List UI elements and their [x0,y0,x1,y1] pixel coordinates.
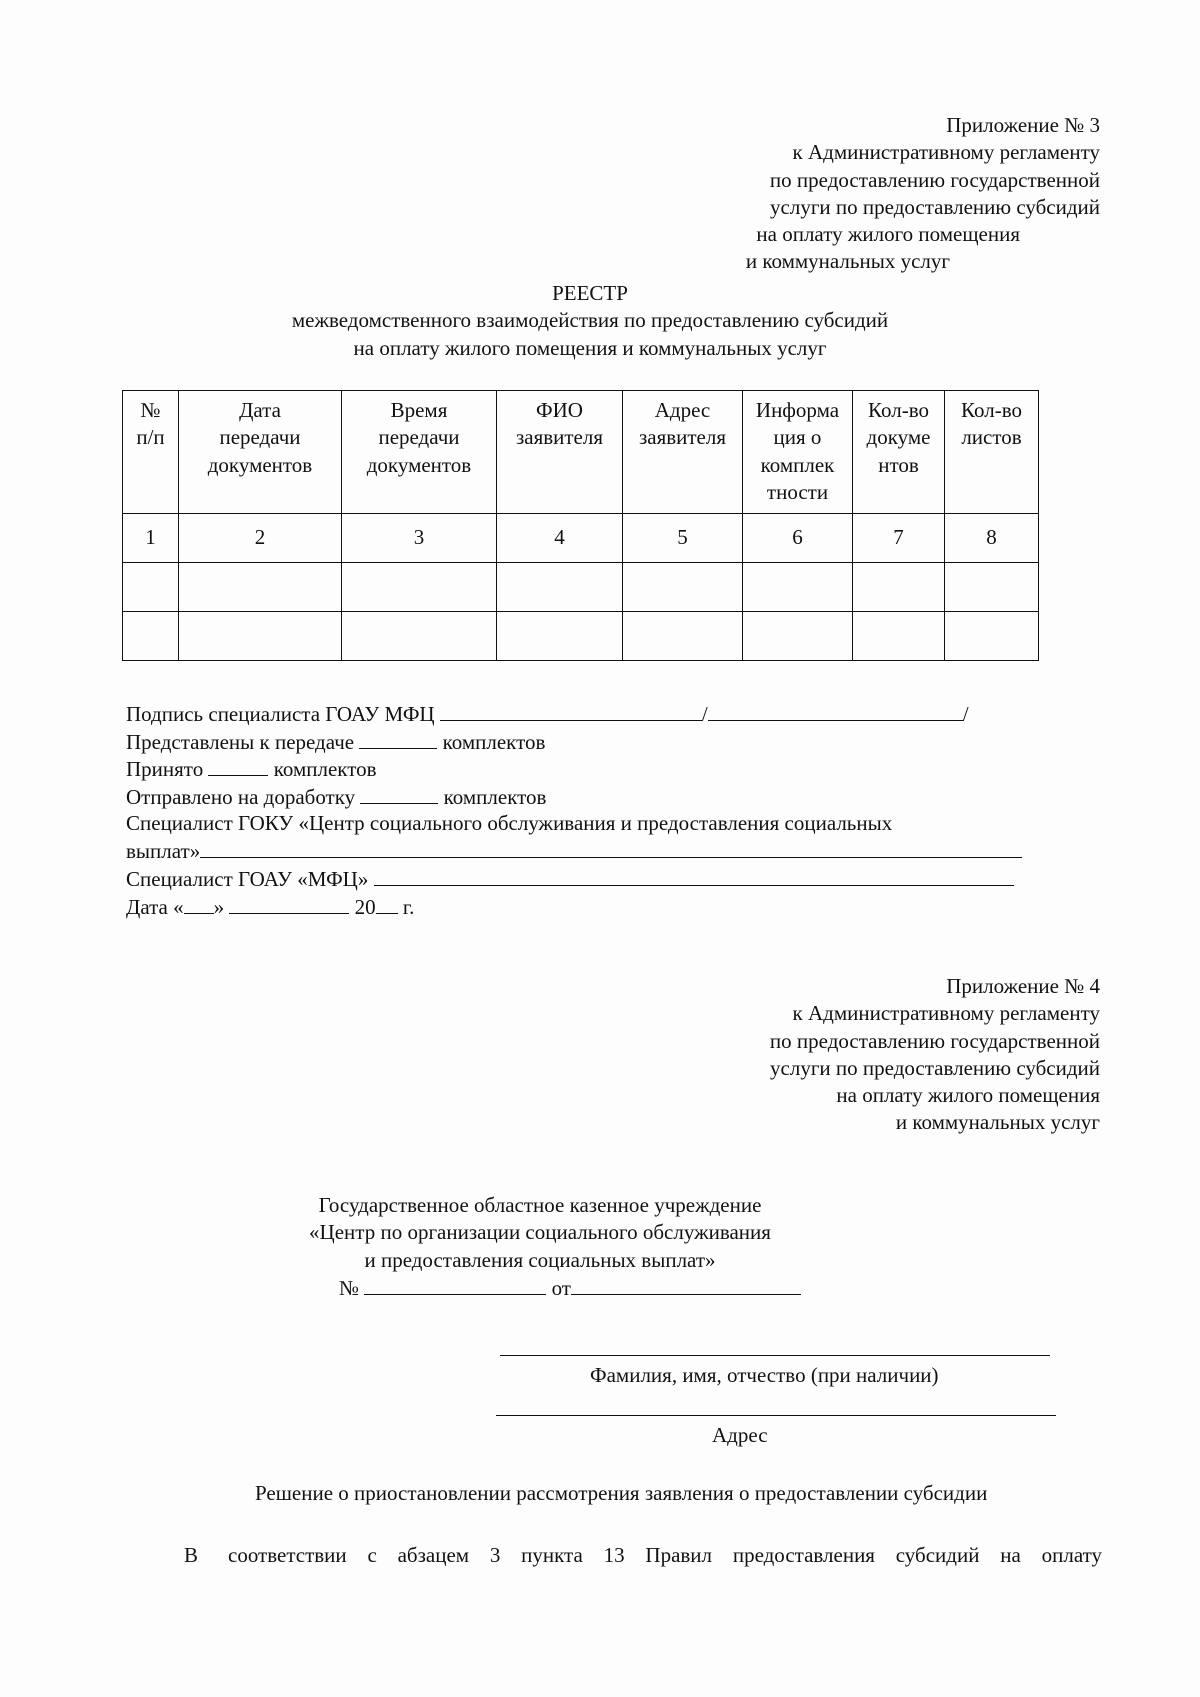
signature-mfc-label: Подпись специалиста ГОАУ МФЦ [126,702,435,726]
registry-title: РЕЕСТР [552,281,628,305]
kits-label: комплектов [443,784,547,809]
organization-line: «Центр по организации социального обслуживания [309,1220,771,1245]
signature-block [126,700,1076,920]
fio-line[interactable] [500,1355,1050,1356]
name-field[interactable] [708,700,963,721]
number-cell: 5 [623,514,743,563]
registry-subtitle: на оплату жилого помещения и коммунальных услуг [353,335,827,360]
specialist-goau-line [126,865,1076,893]
from-label: от [551,1275,571,1300]
specialist-goau-label: Специалист ГОАУ «МФЦ» [126,867,369,891]
fio-label: Фамилия, имя, отчество (при наличии) [590,1363,939,1387]
specialist-goku-line [126,810,1076,838]
table-row [123,563,1039,612]
appendix-line: услуги по предоставлению субсидий [770,1055,1100,1080]
date-month-field[interactable] [229,893,349,914]
specialist-goku-label: Специалист ГОКУ «Центр социального обслуживания и предоставления социальных [126,811,893,835]
empty-cell[interactable] [179,563,342,612]
header-cell: Кол-во докуме нтов [853,391,945,514]
appendix-line: по предоставлению государственной [769,1028,1100,1053]
slash: / [962,702,969,726]
number-cell: 4 [497,514,623,563]
specialist-goau-field[interactable] [374,865,1014,886]
appendix-line: услуги по предоставлению субсидий [770,194,1100,219]
header-cell: Адрес заявителя [623,391,743,514]
appendix-line: Приложение № 4 [946,974,1100,998]
number-cell: 2 [179,514,342,563]
empty-cell[interactable] [497,612,623,661]
submitted-label: Представлены к передаче [126,729,355,754]
empty-cell[interactable] [123,563,179,612]
accepted-line [126,755,1076,783]
number-label: № [339,1275,360,1300]
appendix-line: по предоставлению государственной [769,167,1100,192]
empty-cell[interactable] [743,612,853,661]
header-cell: ФИО заявителя [497,391,623,514]
appendix-line: к Административному регламенту [792,140,1100,165]
appendix-4-header [640,973,1100,1137]
header-cell: Кол-во листов [945,391,1039,514]
empty-cell[interactable] [342,563,497,612]
empty-cell[interactable] [623,563,743,612]
number-cell: 8 [945,514,1039,563]
appendix-3-header [640,112,1100,276]
registry-subtitle: межведомственного взаимодействия по предоставлению субсидий [291,308,889,333]
accepted-count-field[interactable] [208,755,268,776]
signature-mfc-line [126,700,1076,728]
slash: / [701,702,708,726]
returned-count-field[interactable] [360,783,438,804]
empty-cell[interactable] [945,612,1039,661]
empty-cell[interactable] [945,563,1039,612]
empty-cell[interactable] [853,563,945,612]
appendix-line: к Административному регламенту [792,1001,1100,1026]
specialist-goku-line-2 [126,838,1076,866]
decision-body-text [228,1542,1102,1569]
organization-block [260,1192,820,1302]
decision-title: Решение о приостановлении рассмотрения заявления о предоставлении субсидии [255,1481,988,1505]
appendix-line: на оплату жилого помещения [756,222,1020,247]
date-label: Дата « [126,894,184,919]
address-line[interactable] [496,1415,1056,1416]
table-row [123,612,1039,661]
appendix-line: и коммунальных услуг [895,1110,1100,1135]
empty-cell[interactable] [743,563,853,612]
number-cell: 7 [853,514,945,563]
returned-line [126,783,1076,811]
date-line [126,893,1076,921]
empty-cell[interactable] [123,612,179,661]
date-day-field[interactable] [184,893,214,914]
empty-cell[interactable] [497,563,623,612]
header-cell: Время передачи документов [342,391,497,514]
empty-cell[interactable] [342,612,497,661]
specialist-goku-field[interactable] [200,843,1022,858]
number-cell: 1 [123,514,179,563]
kits-label: комплектов [442,729,546,754]
kits-label: комплектов [273,757,377,781]
decision-body-start: В [184,1543,199,1567]
returned-label: Отправлено на доработку [126,784,356,809]
number-cell: 3 [342,514,497,563]
date-year-field[interactable] [376,893,398,914]
header-cell: № п/п [123,391,179,514]
table-header-row [123,391,1039,514]
registry-title-block [291,280,940,362]
appendix-line: на оплату жилого помещения [836,1083,1100,1108]
number-field[interactable] [364,1274,546,1295]
organization-line: и предоставления социальных выплат» [364,1247,716,1272]
header-cell: Дата передачи документов [179,391,342,514]
empty-cell[interactable] [179,612,342,661]
appendix-line: и коммунальных услуг [745,249,950,274]
decision-body-rest: соответствии с абзацем 3 пункта 13 Правил предоставления субсидий на оплату [228,1543,1102,1567]
table-number-row [123,514,1039,563]
date-year: 20 [354,894,376,919]
date-quote: » [213,894,225,919]
registry-table [122,390,1039,661]
header-cell: Информа ция о комплек тности [743,391,853,514]
address-label: Адрес [712,1423,768,1447]
accepted-label: Принято [126,757,204,781]
submitted-line [126,728,1076,756]
submitted-count-field[interactable] [359,728,437,749]
empty-cell[interactable] [623,612,743,661]
date-suffix: г. [402,894,415,919]
number-date-line [320,1274,820,1302]
appendix-line: Приложение № 3 [946,113,1100,137]
signature-field[interactable] [440,700,702,721]
empty-cell[interactable] [853,612,945,661]
organization-line: Государственное областное казенное учреждение [318,1193,762,1217]
from-date-field[interactable] [571,1274,801,1295]
number-cell: 6 [743,514,853,563]
specialist-goku-label-2: выплат» [126,838,201,863]
